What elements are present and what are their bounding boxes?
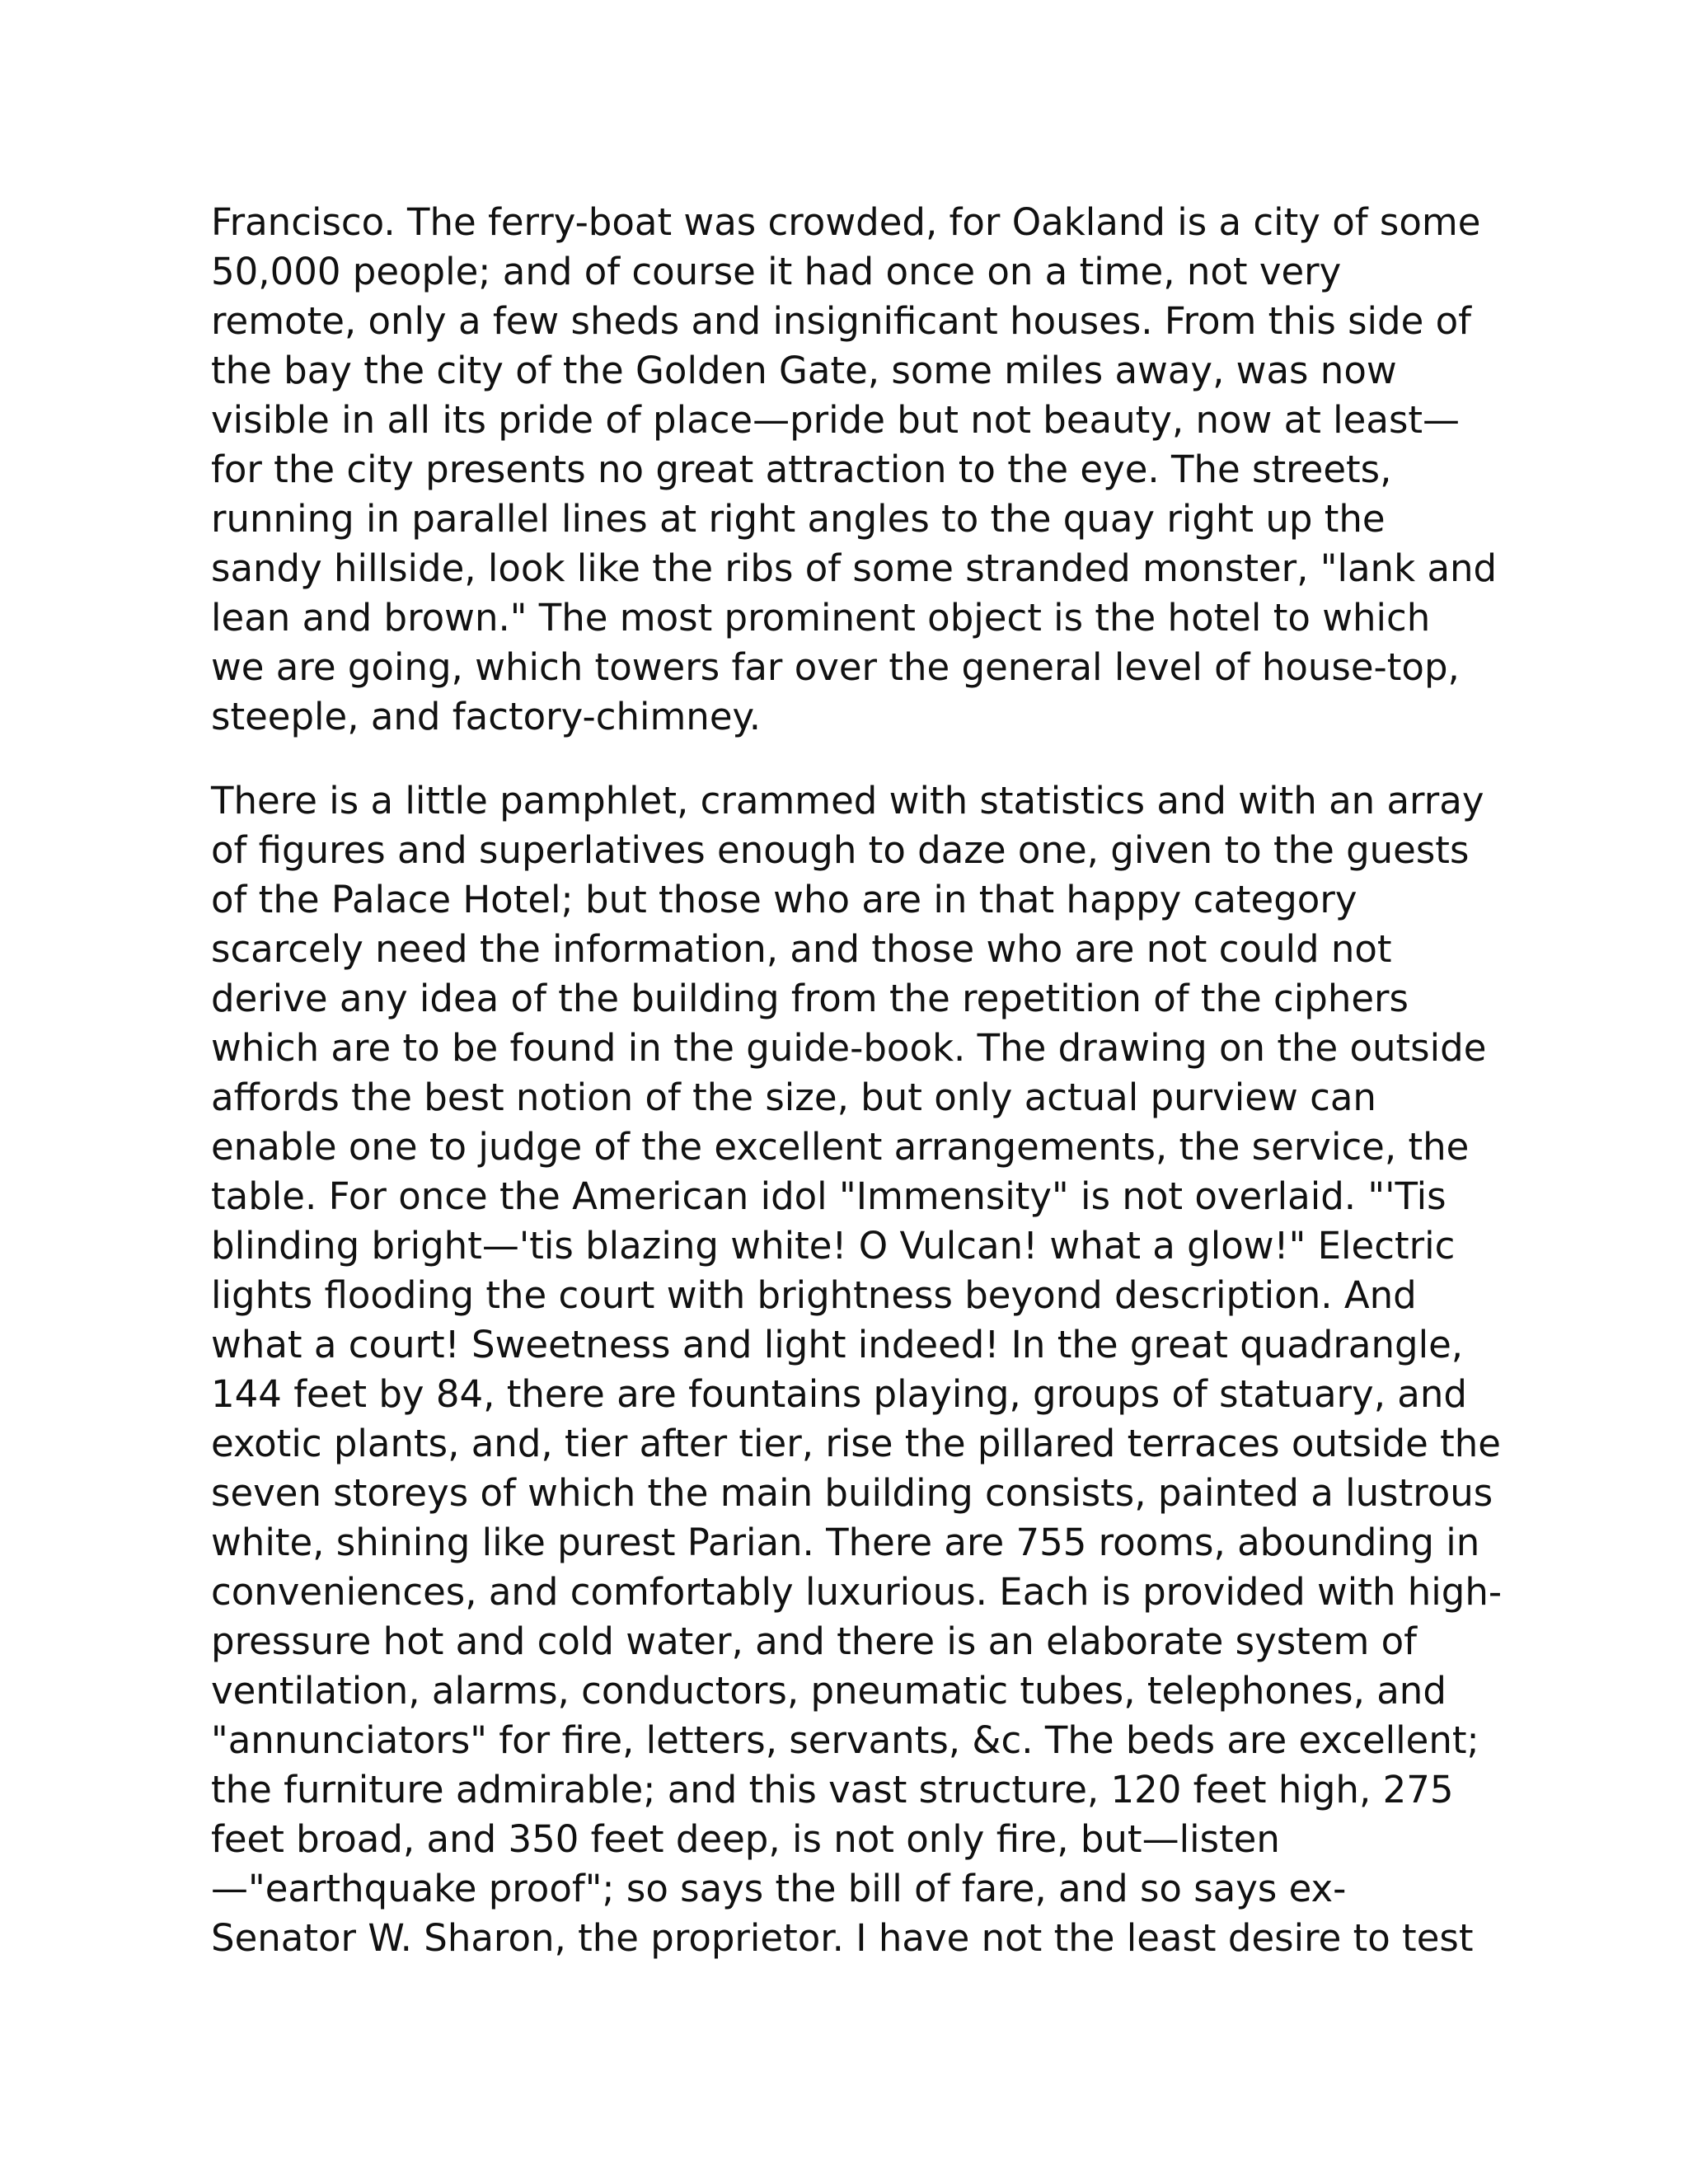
text-line: conveniences, and comfortably luxurious. Each is provided with high- bbox=[211, 1570, 1503, 1614]
text-line: derive any idea of the building from the repetition of the ciphers bbox=[211, 977, 1409, 1020]
text-line: we are going, which towers far over the general level of house-top, bbox=[211, 645, 1460, 689]
text-line: "annunciators" for fire, letters, servants, &c. The beds are excellent; bbox=[211, 1718, 1479, 1762]
text-line: 144 feet by 84, there are fountains playing, groups of statuary, and bbox=[211, 1372, 1467, 1416]
text-line: There is a little pamphlet, crammed with statistics and with an array bbox=[211, 779, 1484, 823]
text-line: affords the best notion of the size, but only actual purview can bbox=[211, 1076, 1376, 1119]
paragraph-2 bbox=[211, 776, 1530, 1963]
text-line: remote, only a few sheds and insignificant houses. From this side of bbox=[211, 299, 1471, 343]
text-line: ventilation, alarms, conductors, pneumatic tubes, telephones, and bbox=[211, 1669, 1447, 1713]
text-line: the bay the city of the Golden Gate, some miles away, was now bbox=[211, 349, 1397, 392]
text-line: scarcely need the information, and those who are not could not bbox=[211, 927, 1392, 971]
text-line: table. For once the American idol "Immensity" is not overlaid. "'Tis bbox=[211, 1174, 1447, 1218]
text-line: Senator W. Sharon, the proprietor. I have not the least desire to test bbox=[211, 1916, 1474, 1960]
text-line: visible in all its pride of place—pride but not beauty, now at least— bbox=[211, 398, 1461, 442]
text-line: the furniture admirable; and this vast structure, 120 feet high, 275 bbox=[211, 1768, 1454, 1811]
text-line: feet broad, and 350 feet deep, is not only fire, but—listen bbox=[211, 1817, 1280, 1861]
text-line: white, shining like purest Parian. There are 755 rooms, abounding in bbox=[211, 1521, 1480, 1564]
text-line: sandy hillside, look like the ribs of some stranded monster, "lank and bbox=[211, 546, 1498, 590]
text-line: enable one to judge of the excellent arrangements, the service, the bbox=[211, 1125, 1470, 1169]
text-line: —"earthquake proof"; so says the bill of fare, and so says ex- bbox=[211, 1867, 1347, 1910]
text-line: lean and brown." The most prominent object is the hotel to which bbox=[211, 596, 1431, 640]
text-line: for the city presents no great attraction to the eye. The streets, bbox=[211, 448, 1392, 491]
text-line: 50,000 people; and of course it had once on a time, not very bbox=[211, 250, 1342, 293]
text-line: pressure hot and cold water, and there is an elaborate system of bbox=[211, 1619, 1418, 1663]
text-line: blinding bright—'tis blazing white! O Vulcan! what a glow!" Electric bbox=[211, 1224, 1456, 1268]
text-line: of the Palace Hotel; but those who are in that happy category bbox=[211, 878, 1357, 921]
paragraph-spacer bbox=[211, 742, 1530, 776]
text-line: which are to be found in the guide-book. The drawing on the outside bbox=[211, 1026, 1487, 1070]
text-line: steeple, and factory-chimney. bbox=[211, 695, 762, 738]
text-line: seven storeys of which the main building consists, painted a lustrous bbox=[211, 1471, 1493, 1515]
text-line: of figures and superlatives enough to daze one, given to the guests bbox=[211, 828, 1470, 872]
text-line: what a court! Sweetness and light indeed! In the great quadrangle, bbox=[211, 1323, 1464, 1366]
text-line: running in parallel lines at right angles to the quay right up the bbox=[211, 497, 1386, 541]
text-line: Francisco. The ferry-boat was crowded, for Oakland is a city of some bbox=[211, 200, 1481, 244]
text-line: lights flooding the court with brightness beyond description. And bbox=[211, 1273, 1417, 1317]
text-line: exotic plants, and, tier after tier, rise the pillared terraces outside the bbox=[211, 1422, 1501, 1465]
paragraph-1 bbox=[211, 198, 1530, 742]
body-text bbox=[211, 198, 1530, 1963]
